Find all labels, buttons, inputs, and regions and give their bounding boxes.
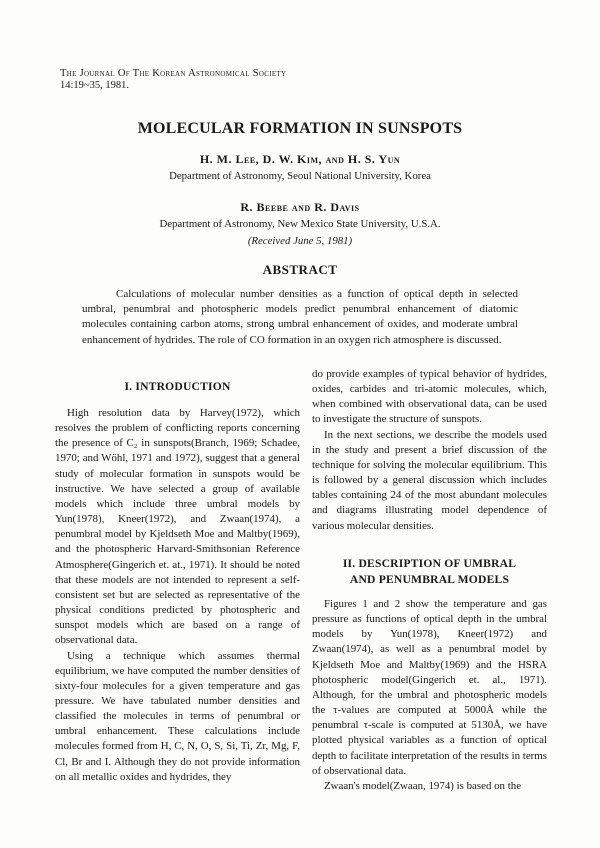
models-paragraph-1: Figures 1 and 2 show the temperature and gas pressure as functions of optical depth in the umbral models by Yun(1978), Kneer(1972) and Zwaan(1974), as well as a penumbral model by Kjeldseth Moe and Maltby(1969) and the HSRA photospheric model(Gingerich et. al., 1971). Although, for the umbral and photospheric models the τ-values are computed at 5000Å while the penumbral τ-scale is computed at 5130Å, we have plotted physical variables as a function of optical depth to facilitate interpretation of the results in terms of observational data. — [312, 598, 547, 777]
intro-paragraph-2: Using a technique which assumes thermal equilibrium, we have computed the number densities of sixty-four molecules for a given temperature and gas pressure. We have tabulated number densities and classified the molecules in terms of penumbral or umbral enhancement. These calculations include molecules formed from H, C, N, O, S, Si, Ti, Zr, Mg, F, Cl, Br and I. Although they do not provide information on all metallic oxides and hydrides, they — [55, 649, 300, 783]
intro-paragraph-4: In the next sections, we describe the models used in the study and present a brief discussion of the technique for solving the molecular equilibrium. This is followed by a general discussion which includes tables containing 24 of the most abundant molecules and diagrams illustrating model dependence of various molecular densities. — [312, 428, 547, 532]
journal-volume: 14:19~35, 1981. — [60, 80, 129, 91]
received-date: (Received June 5, 1981) — [247, 235, 353, 247]
journal-citation — [60, 68, 286, 92]
paper-title: MOLECULAR FORMATION IN SUNSPOTS — [137, 120, 463, 137]
intro-paragraph-3: do provide examples of typical behavior of hydrides, oxides, carbides and tri-atomic molecules, which, when combined with observational data, can be used to investigate the structure of sunspots. — [312, 368, 547, 426]
models-paragraph-2: Zwaan's model(Zwaan, 1974) is based on the — [324, 779, 522, 792]
journal-name: The Journal Of The Korean Astronomical Society — [60, 68, 287, 79]
abstract-heading: ABSTRACT — [262, 262, 338, 277]
authors-secondary: R. Beebe and R. Davis — [240, 200, 360, 214]
right-column-bottom — [312, 597, 547, 794]
section-heading-introduction: I. INTRODUCTION — [124, 380, 231, 393]
left-column — [55, 406, 300, 785]
affiliation-secondary: Department of Astronomy, New Mexico State University, U.S.A. — [159, 218, 441, 230]
section-heading-models-line1: II. DESCRIPTION OF UMBRAL — [342, 557, 517, 570]
affiliation-primary: Department of Astronomy, Seoul National University, Korea — [169, 170, 431, 182]
section-heading-models-line2: AND PENUMBRAL MODELS — [349, 573, 510, 586]
intro-paragraph-1: High resolution data by Harvey(1972), which resolves the problem of conflicting reports concerning the presence of C₂ in sunspots(Branch, 1969; Schadee, 1970; and Wöhl, 1971 and 1972), suggest that a general study of molecular formation in sunspots would be instructive. We have selected a group of available models which include three umbral models by Yun(1978), Kneer(1972), and Zwaan(1974), a penumbral model by Kjeldseth Moe and Maltby(1969), and the photospheric Harvard-Smithsonian Reference Atmosphere(Gingerich et. at., 1971). It should be noted that these models are not intended to represent a self-consistent set but are selected as representative of the physical conditions predicted by photospheric and sunspot models which are based on a range of observational data. — [55, 407, 300, 647]
right-column-top — [312, 367, 547, 534]
section-heading-models — [312, 556, 547, 588]
abstract-text: Calculations of molecular number densities as a function of optical depth in selected umbral, penumbral and photospheric models predict penumbral enhancement of diatomic molecules containing carbon atoms, strong umbral enhancement of oxides, and moderate umbral enhancement of hydrides. The role of CO formation in an oxygen rich atmosphere is discussed. — [82, 288, 518, 346]
authors-primary: H. M. Lee, D. W. Kim, and H. S. Yun — [199, 152, 401, 166]
